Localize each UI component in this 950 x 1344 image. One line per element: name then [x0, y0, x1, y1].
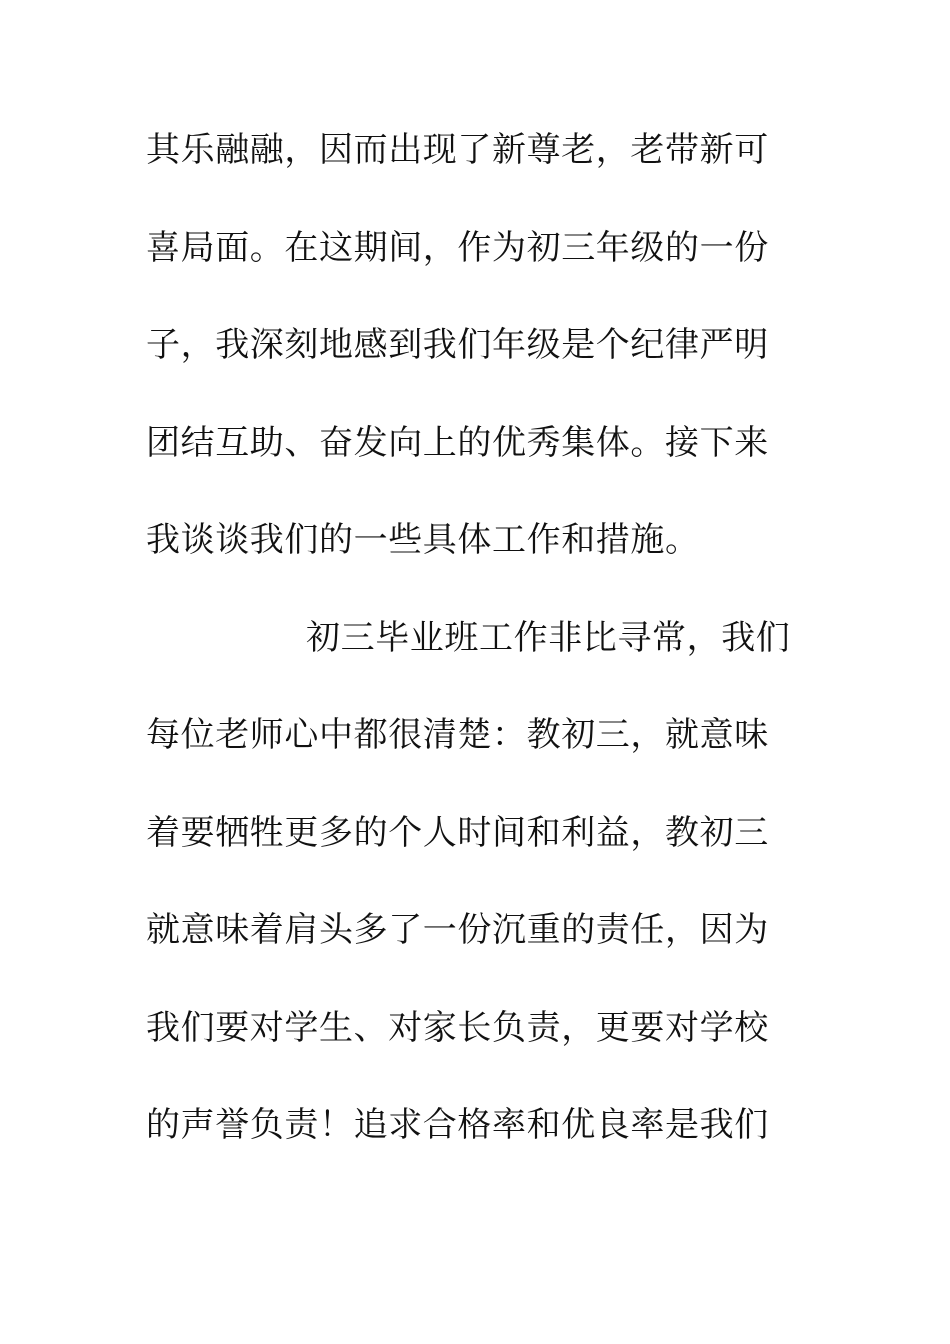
text-line: 每位老师心中都很清楚：教初三，就意味 — [146, 715, 769, 755]
text-line: 其乐融融，因而出现了新尊老，老带新可 — [146, 130, 769, 170]
text-line: 就意味着肩头多了一份沉重的责任，因为 — [146, 910, 769, 950]
text-line: 子，我深刻地感到我们年级是个纪律严明 — [146, 325, 769, 365]
text-line: 着要牺牲更多的个人时间和利益，教初三 — [146, 812, 769, 853]
text-line: 我们要对学生、对家长负责，更要对学校 — [146, 1007, 769, 1048]
text-line: 喜局面。在这期间，作为初三年级的一份 — [146, 227, 769, 268]
text-line: 团结互助、奋发向上的优秀集体。接下来 — [146, 422, 769, 463]
paragraph-first-line: 初三毕业班工作非比寻常，我们 — [306, 617, 791, 658]
text-line: 的声誉负责！追求合格率和优良率是我们 — [146, 1105, 769, 1145]
body-text — [146, 118, 816, 1191]
text-line: 我谈谈我们的一些具体工作和措施。 — [146, 520, 700, 560]
